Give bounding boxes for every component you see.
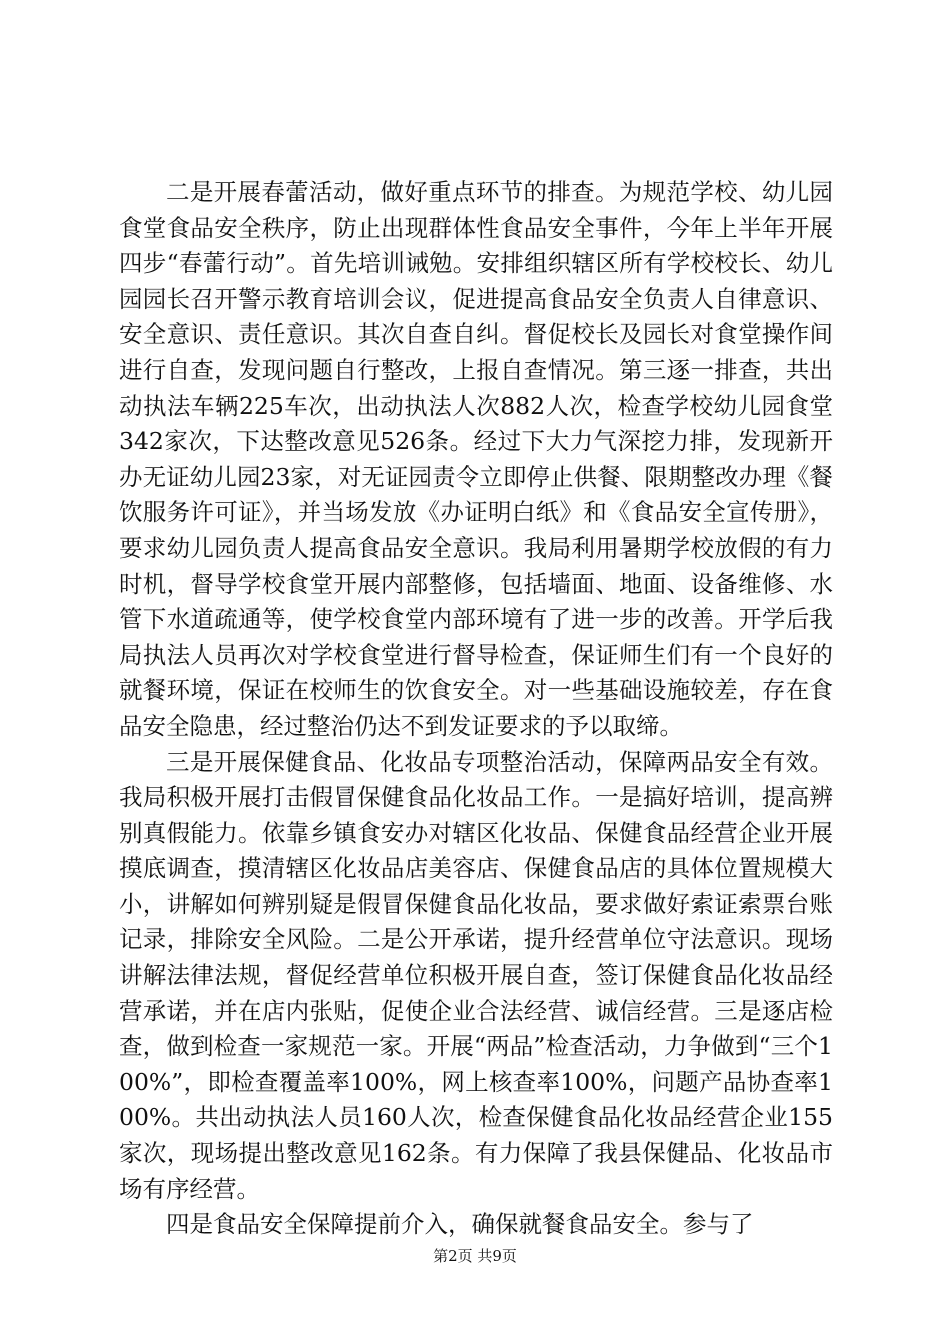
page-number-footer: 第2页 共9页 — [433, 1247, 517, 1265]
paragraph-food-safety-support: 四是食品安全保障提前介入，确保就餐食品安全。参与了 — [166, 1210, 754, 1239]
document-body — [119, 175, 833, 1243]
paragraph-health-food-cosmetics: 三是开展保健食品、化妆品专项整治活动，保障两品安全有效。我局积极开展打击假冒保健食品化妆品工作。一是搞好培训，提高辨别真假能力。依靠乡镇食安办对辖区化妆品、保健食品经营企业开展摸底调查，摸清辖区化妆品店美容店、保健食品店的具体位置规模大小，讲解如何辨别疑是假冒保健食品化妆品，要求做好索证索票台账记录，排除安全风险。二是公开承诺，提升经营单位守法意识。现场讲解法律法规，督促经营单位积极开展自查，签订保健食品化妆品经营承诺，并在店内张贴，促使企业合法经营、诚信经营。三是逐店检查，做到检查一家规范一家。开展“两品”检查活动，力争做到“三个100%”，即检查覆盖率100%，网上核查率100%，问题产品协查率100%。共出动执法人员160人次，检查保健食品化妆品经营企业155家次，现场提出整改意见162条。有力保障了我县保健品、化妆品市场有序经营。 — [119, 747, 833, 1203]
paragraph-spring-bud-activity: 二是开展春蕾活动，做好重点环节的排查。为规范学校、幼儿园食堂食品安全秩序，防止出现群体性食品安全事件，今年上半年开展四步“春蕾行动”。首先培训诫勉。安排组织辖区所有学校校长、幼儿园园长召开警示教育培训会议，促进提高食品安全负责人自律意识、安全意识、责任意识。其次自查自纠。督促校长及园长对食堂操作间进行自查，发现问题自行整改，上报自查情况。第三逐一排查，共出动执法车辆225车次，出动执法人次882人次，检查学校幼儿园食堂342家次，下达整改意见526条。经过下大力气深挖力排，发现新开办无证幼儿园23家，对无证园责令立即停止供餐、限期整改办理《餐饮服务许可证》，并当场发放《办证明白纸》和《食品安全宣传册》，要求幼儿园负责人提高食品安全意识。我局利用暑期学校放假的有力时机，督导学校食堂开展内部整修，包括墙面、地面、设备维修、水管下水道疏通等，使学校食堂内部环境有了进一步的改善。开学后我局执法人员再次对学校食堂进行督导检查，保证师生们有一个良好的就餐环境，保证在校师生的饮食安全。对一些基础设施较差，存在食品安全隐患，经过整治仍达不到发证要求的予以取缔。 — [119, 178, 833, 740]
